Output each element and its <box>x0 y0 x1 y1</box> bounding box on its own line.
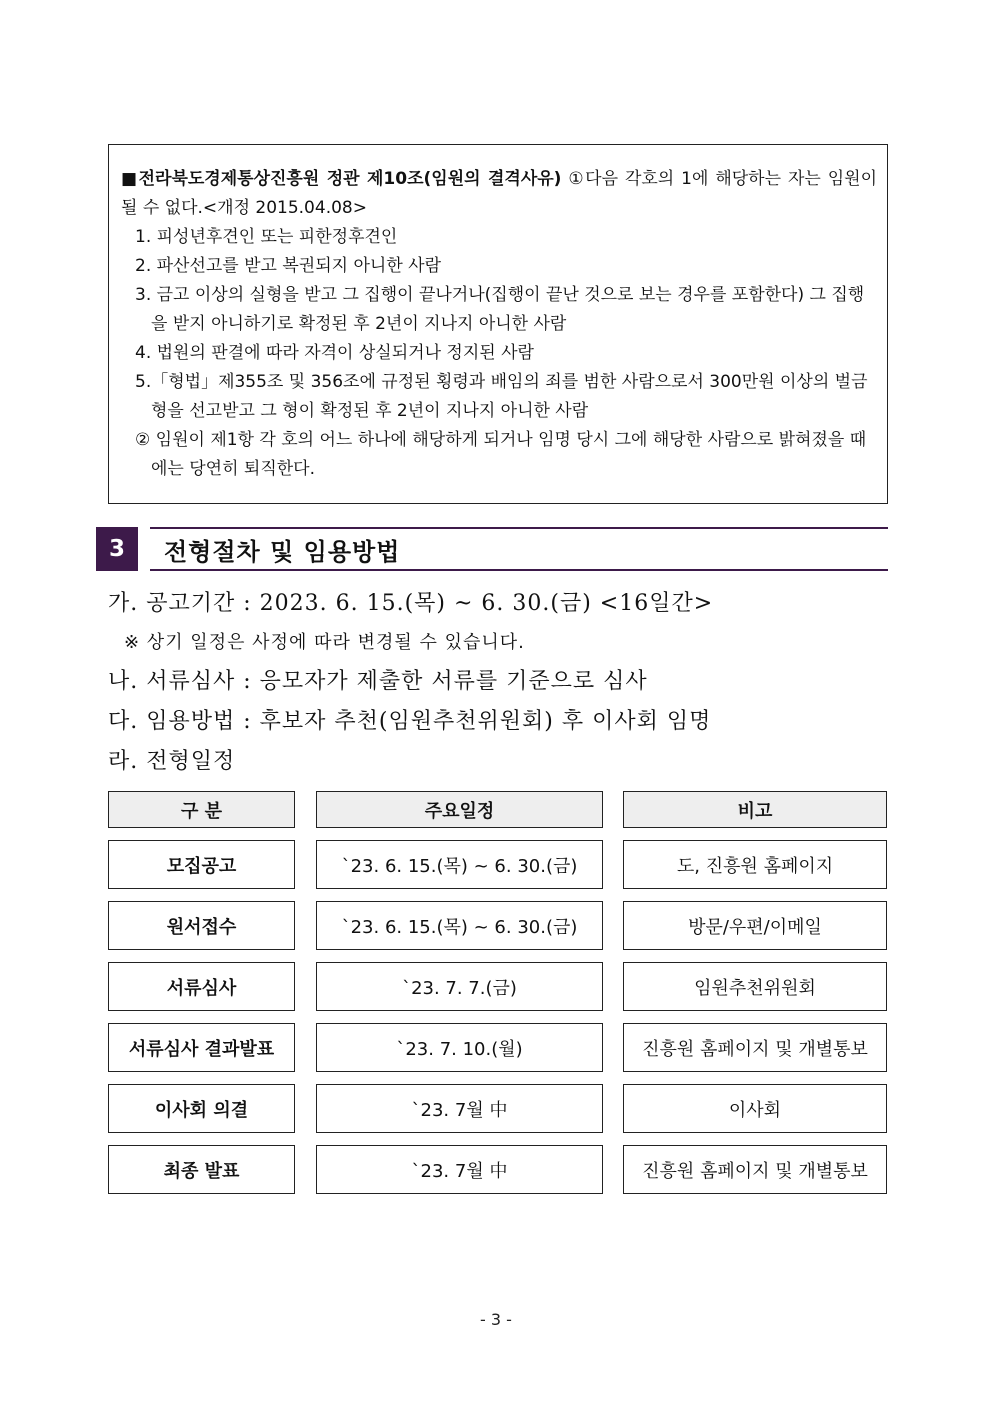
row-date: `23. 7. 7.(금) <box>316 962 603 1011</box>
section-number: 3 <box>96 527 138 571</box>
notice-item-3: 3. 금고 이상의 실형을 받고 그 집행이 끝나거나(집행이 끝난 것으로 보는 경우를 포함한다) 그 집행을 받지 아니하기로 확정된 후 2년이 지나지 아니한 사람 <box>135 285 865 334</box>
notice-item-1: 1. 피성년후견인 또는 피한정후견인 <box>135 227 398 247</box>
row-date: `23. 7. 10.(월) <box>316 1023 603 1072</box>
row-date: `23. 7월 中 <box>316 1084 603 1133</box>
notice-item-6: ② 임원이 제1항 각 호의 어느 하나에 해당하게 되거나 임명 당시 그에 해당한 사람으로 밝혀졌을 때에는 당연히 퇴직한다. <box>135 430 867 479</box>
row-note: 진흥원 홈페이지 및 개별통보 <box>623 1145 887 1194</box>
notice-item-2: 2. 파산선고를 받고 복권되지 아니한 사람 <box>135 256 441 276</box>
articles-notice-box <box>108 144 888 504</box>
row-name: 서류심사 결과발표 <box>108 1023 295 1072</box>
row-name: 원서접수 <box>108 901 295 950</box>
notice-intro: ①다음 각호의 1에 해당하는 자는 임원이 될 수 없다.<개정 2015.04.08> <box>121 169 878 218</box>
row-name: 서류심사 <box>108 962 295 1011</box>
header-remarks: 비고 <box>623 791 887 828</box>
row-date: `23. 6. 15.(목) ~ 6. 30.(금) <box>316 901 603 950</box>
notice-heading <box>121 165 877 223</box>
procedure-text <box>108 584 908 782</box>
row-note: 진흥원 홈페이지 및 개별통보 <box>623 1023 887 1072</box>
section-header <box>96 527 888 571</box>
row-name: 최종 발표 <box>108 1145 295 1194</box>
appointment-method: 다. 임용방법 : 후보자 추천(임원추천위원회) 후 이사회 임명 <box>108 709 712 734</box>
row-date: `23. 7월 中 <box>316 1145 603 1194</box>
selection-schedule-label: 라. 전형일정 <box>108 749 236 774</box>
notice-title: 전라북도경제통상진흥원 정관 제10조(임원의 결격사유) <box>138 169 562 189</box>
notice-item-4: 4. 법원의 판결에 따라 자격이 상실되거나 정지된 사람 <box>135 343 534 363</box>
notice-item-5: 5.「형법」제355조 및 356조에 규정된 횡령과 배임의 죄를 범한 사람으로서 300만원 이상의 벌금형을 선고받고 그 형이 확정된 후 2년이 지나지 아니한 사람 <box>135 372 868 421</box>
row-date: `23. 6. 15.(목) ~ 6. 30.(금) <box>316 840 603 889</box>
header-schedule: 주요일정 <box>316 791 603 828</box>
row-note: 임원추천위원회 <box>623 962 887 1011</box>
bullet-icon: ■ <box>121 169 139 189</box>
header-category: 구 분 <box>108 791 295 828</box>
document-screening: 나. 서류심사 : 응모자가 제출한 서류를 기준으로 심사 <box>108 669 648 694</box>
row-note: 이사회 <box>623 1084 887 1133</box>
section-title: 전형절차 및 임용방법 <box>150 527 888 571</box>
page-number: - 3 - <box>480 1310 512 1329</box>
row-note: 방문/우편/이메일 <box>623 901 887 950</box>
row-name: 이사회 의결 <box>108 1084 295 1133</box>
schedule-change-note: ※ 상기 일정은 사정에 따라 변경될 수 있습니다. <box>124 632 525 653</box>
row-note: 도, 진흥원 홈페이지 <box>623 840 887 889</box>
row-name: 모집공고 <box>108 840 295 889</box>
announcement-period: 가. 공고기간 : 2023. 6. 15.(목) ~ 6. 30.(금) <16일간> <box>108 591 714 616</box>
